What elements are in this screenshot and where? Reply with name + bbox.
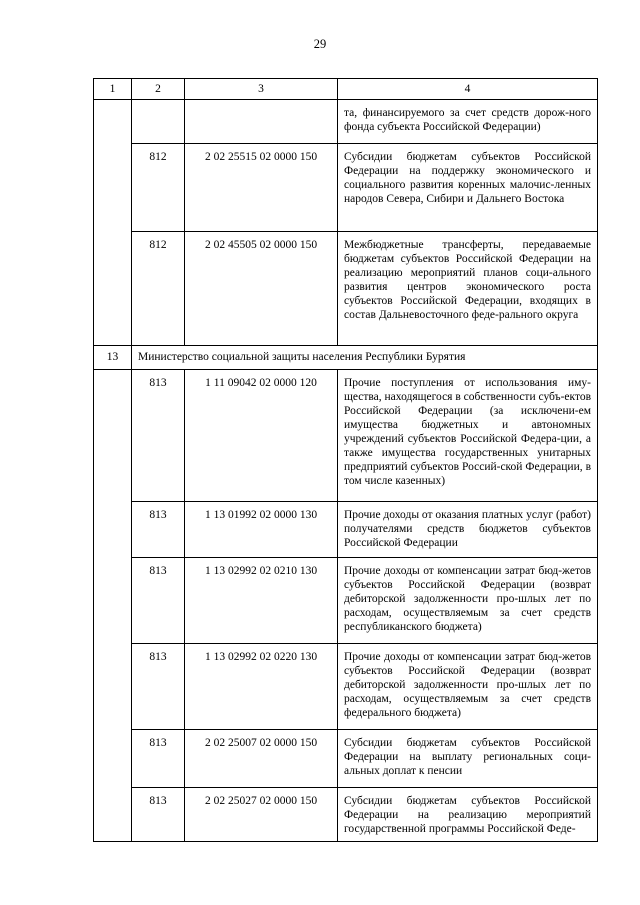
description-cell: Субсидии бюджетам субъектов Российской Федерации на поддержку экономического и социального развития коренных малочис-ленных народов Севера, Сибири и Дальнего Востока [338, 144, 598, 232]
table-row [94, 644, 598, 730]
ministry-number: 13 [94, 346, 132, 370]
table-row [94, 144, 598, 232]
table-row [94, 788, 598, 842]
table-row [94, 232, 598, 346]
kbk-code-cell: 2 02 45505 02 0000 150 [185, 232, 338, 346]
table-row [94, 100, 598, 144]
table-header-row [94, 79, 598, 100]
description-cell: Межбюджетные трансферты, передаваемые бюджетам субъектов Российской Федерации на реализацию мероприятий планов соци-ального развития центров экономического роста субъектов Российской Федерации, входящих в состав Дальневосточного феде-рального округа [338, 232, 598, 346]
kbk-code-cell: 1 13 02992 02 0210 130 [185, 558, 338, 644]
table-row [94, 502, 598, 558]
revenue-table [93, 78, 598, 842]
admin-code-cell: 813 [132, 558, 185, 644]
header-col-3: 3 [185, 79, 338, 100]
table-row [94, 370, 598, 502]
description-cell: та, финансируемого за счет средств дорож-ного фонда субъекта Российской Федерации) [338, 100, 598, 144]
group-number-cell [94, 100, 132, 346]
ministry-name: Министерство социальной защиты населения Республики Бурятия [132, 346, 598, 370]
description-cell: Прочие поступления от использования иму-щества, находящегося в собственности субъ-ектов Российской Федерации (за исключени-ем имущества бюджетных и автономных учреждений субъектов Российской Федера-ции, а также имущества государственных унитарных предприятий субъектов Россий-ской Федерации, в том числе казенных) [338, 370, 598, 502]
kbk-code-cell: 1 13 01992 02 0000 130 [185, 502, 338, 558]
header-col-2: 2 [132, 79, 185, 100]
admin-code-cell: 812 [132, 232, 185, 346]
ministry-row [94, 346, 598, 370]
admin-code-cell: 813 [132, 788, 185, 842]
admin-code-cell: 812 [132, 144, 185, 232]
description-cell: Прочие доходы от компенсации затрат бюд-жетов субъектов Российской Федерации (возврат дебиторской задолженности про-шлых лет по расходам, осуществляемым за счет средств федерального бюджета) [338, 644, 598, 730]
admin-code-cell: 813 [132, 730, 185, 788]
kbk-code-cell: 2 02 25007 02 0000 150 [185, 730, 338, 788]
page-number: 29 [313, 37, 327, 51]
kbk-code-cell: 1 11 09042 02 0000 120 [185, 370, 338, 502]
admin-code-cell: 813 [132, 644, 185, 730]
header-col-4: 4 [338, 79, 598, 100]
admin-code-cell: 813 [132, 502, 185, 558]
description-cell: Субсидии бюджетам субъектов Российской Федерации на выплату региональных соци-альных доплат к пенсии [338, 730, 598, 788]
kbk-code-cell: 2 02 25515 02 0000 150 [185, 144, 338, 232]
table-row [94, 730, 598, 788]
description-cell: Прочие доходы от компенсации затрат бюд-жетов субъектов Российской Федерации (возврат дебиторской задолженности про-шлых лет по расходам, осуществляемым за счет средств республиканского бюджета) [338, 558, 598, 644]
table-row [94, 558, 598, 644]
header-col-1: 1 [94, 79, 132, 100]
description-cell: Прочие доходы от оказания платных услуг (работ) получателями средств бюджетов субъектов Российской Федерации [338, 502, 598, 558]
kbk-code-cell: 1 13 02992 02 0220 130 [185, 644, 338, 730]
kbk-code-cell: 2 02 25027 02 0000 150 [185, 788, 338, 842]
group-number-cell [94, 370, 132, 842]
description-cell: Субсидии бюджетам субъектов Российской Федерации на реализацию мероприятий государственной программы Российской Феде- [338, 788, 598, 842]
admin-code-cell [132, 100, 185, 144]
kbk-code-cell [185, 100, 338, 144]
admin-code-cell: 813 [132, 370, 185, 502]
